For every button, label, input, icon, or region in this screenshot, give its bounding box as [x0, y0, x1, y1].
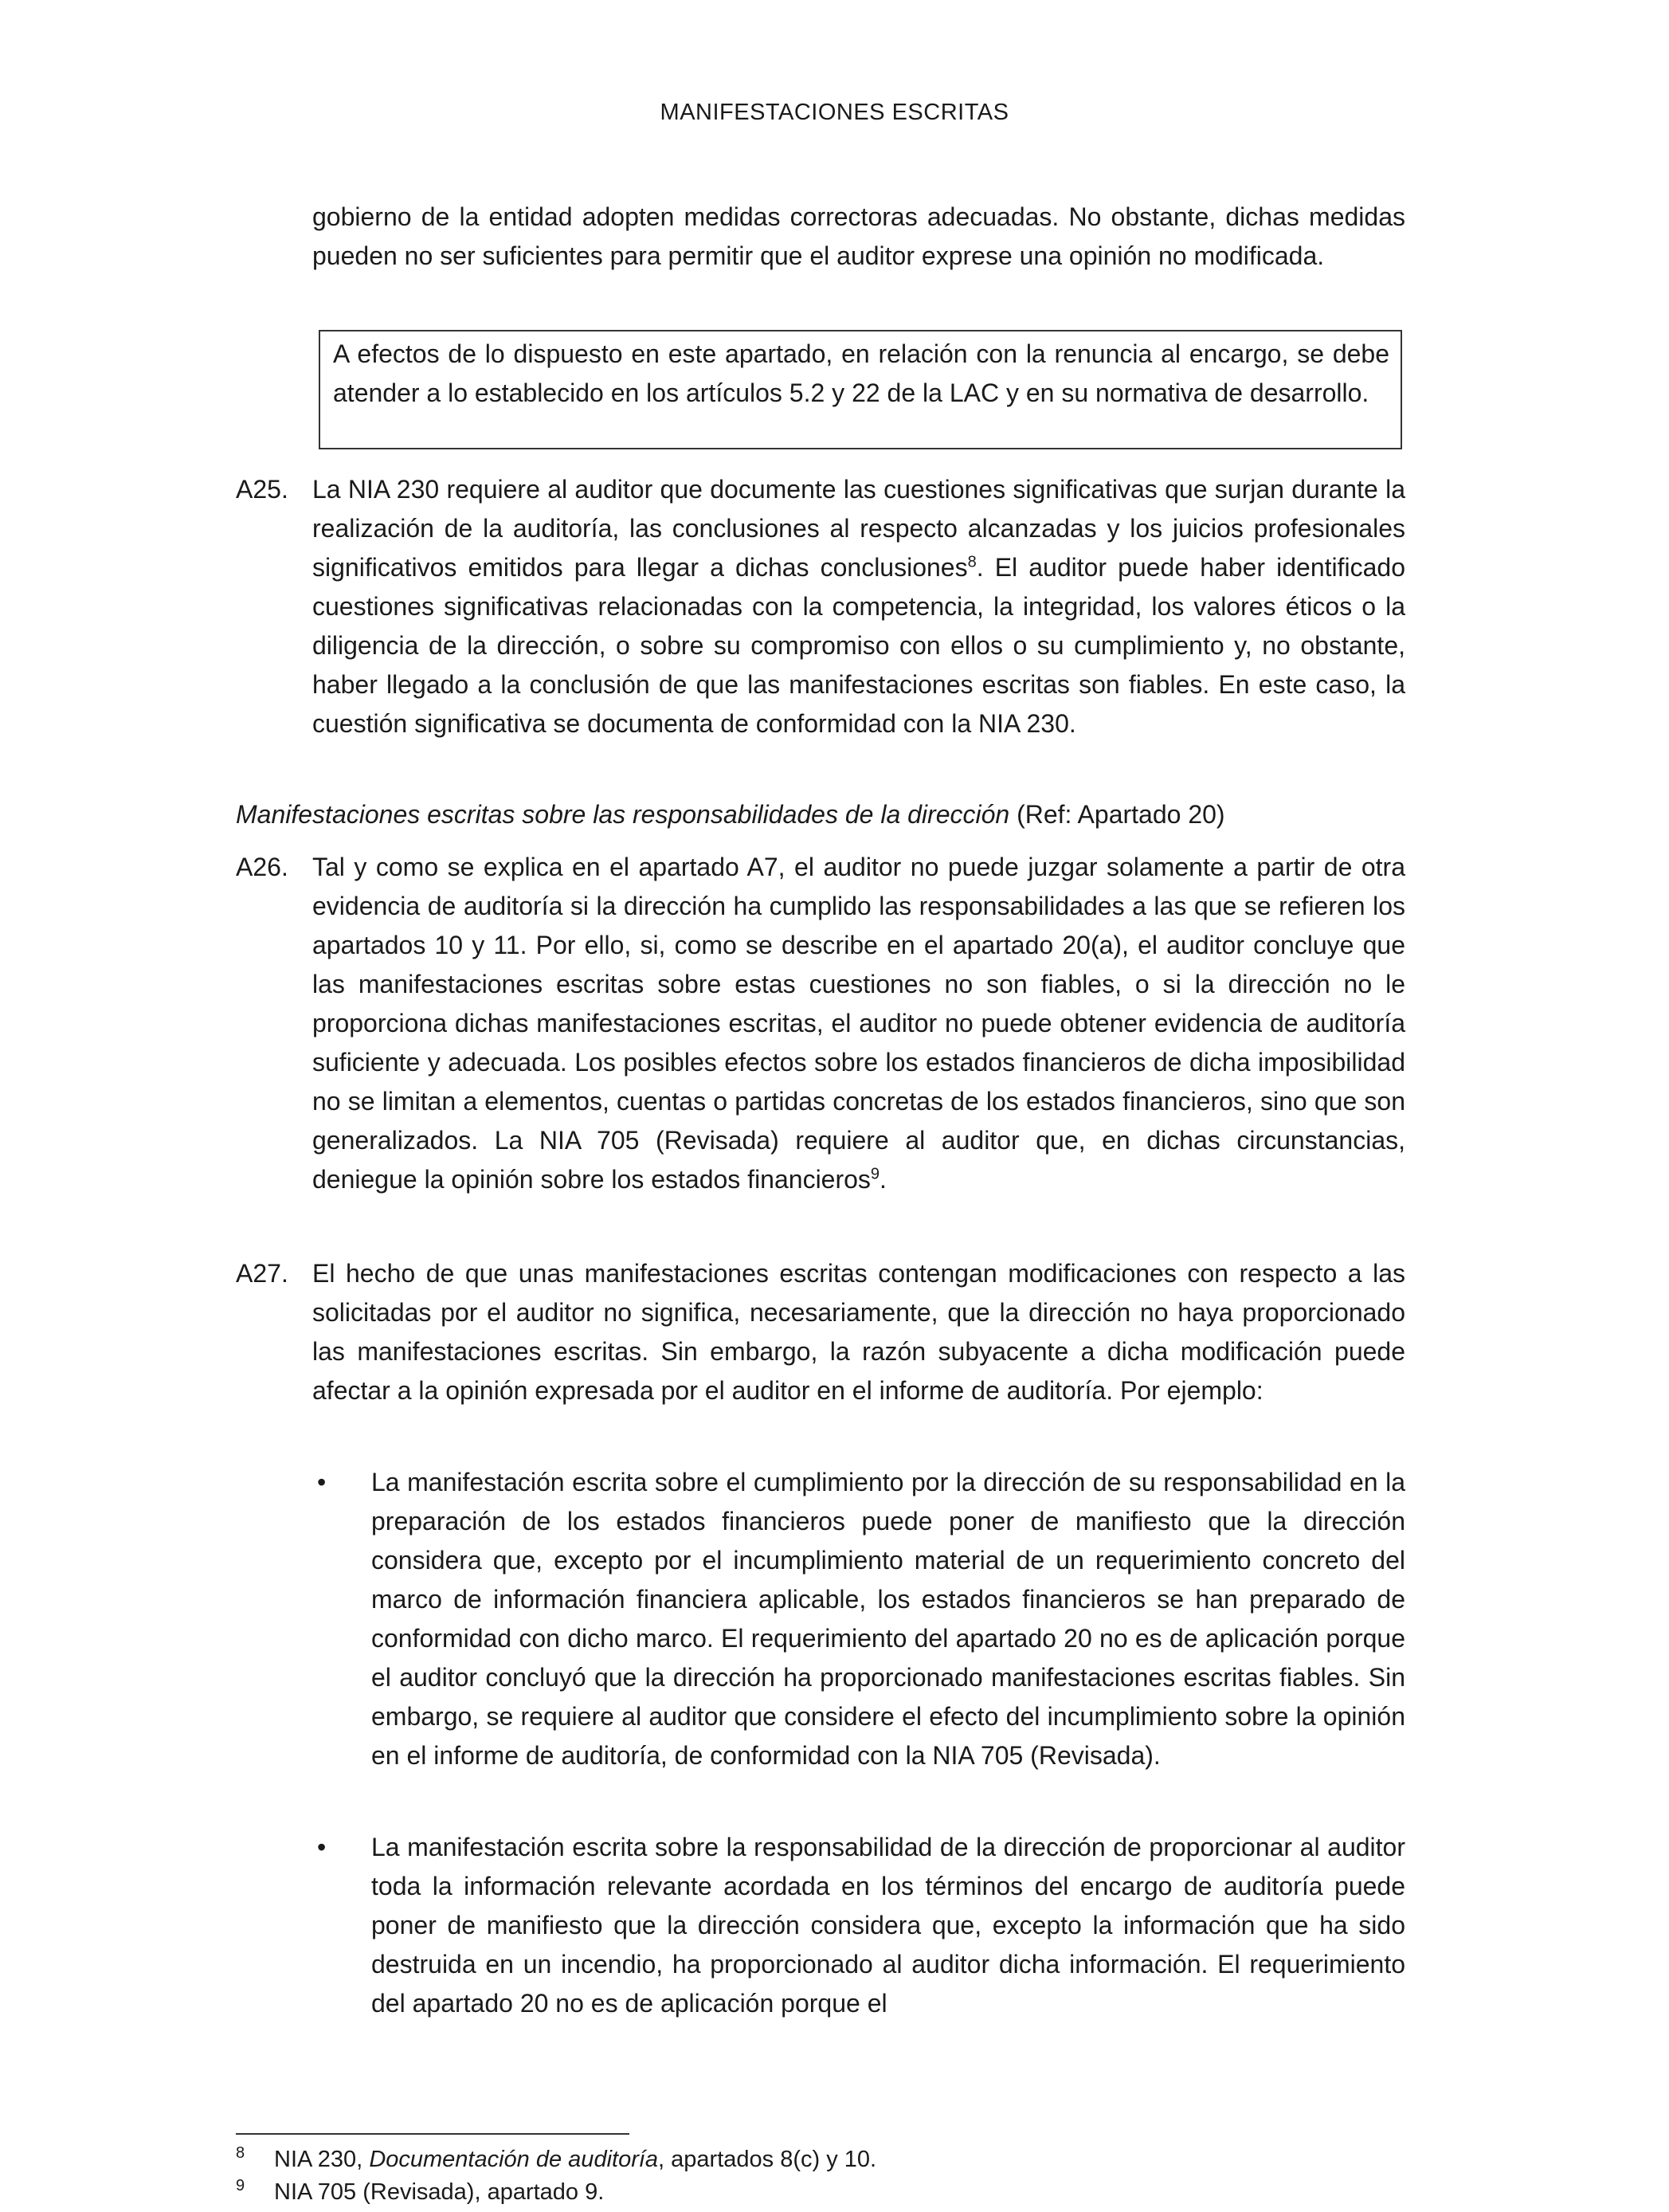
paragraph-a26: [312, 848, 1405, 1199]
footnote-ref-9[interactable]: 9: [870, 1165, 880, 1183]
footnote-title: Documentación de auditoría: [369, 2147, 659, 2172]
paragraph-a27: El hecho de que unas manifestaciones escritas contengan modificaciones con respecto a las solicitadas por el auditor no significa, necesariamente, que la dirección no haya proporcionado las manifestaciones escritas. Sin embargo, la razón subyacente a dicha modificación puede afectar a la opinión expresada por el auditor en el informe de auditoría. Por ejemplo:: [312, 1259, 1405, 1405]
page-header: MANIFESTACIONES ESCRITAS: [660, 100, 1009, 125]
bullet-item-1: La manifestación escrita sobre el cumplimiento por la dirección de su responsabilidad en la preparación de los estados financieros puede poner de manifiesto que la dirección considera que, excepto por el incumplimiento material de un requerimiento concreto del marco de información financiera aplicable, los estados financieros se han preparado de conformidad con dicho marco. El requerimiento del apartado 20 no es de aplicación porque el auditor concluyó que la dirección ha proporcionado manifestaciones escritas fiables. Sin embargo, se requiere al auditor que considere el efecto del incumplimiento sobre la opinión en el informe de auditoría, de conformidad con la NIA 705 (Revisada).: [371, 1468, 1405, 1770]
paragraph-a25-text-2: . El auditor puede haber identificado cuestiones significativas relacionadas con la competencia, la integridad, los valores éticos o la diligencia de la dirección, o sobre su compromiso con ellos o su cumplimiento y, no obstante, haber llegado a la conclusión de que las manifestaciones escritas son fiables. En este caso, la cuestión significativa se documenta de conformidad con la NIA 230.: [312, 553, 1406, 738]
subheading-italic: Manifestaciones escritas sobre las responsabilidades de la dirección: [236, 800, 1010, 829]
paragraph-number-a26: A26.: [236, 853, 288, 881]
footnote-ref-8[interactable]: 8: [967, 553, 977, 571]
paragraph-a25: [312, 470, 1405, 743]
footnote-text: , apartados 8(c) y 10.: [658, 2147, 877, 2172]
paragraph-a26-text-2: .: [880, 1165, 887, 1194]
footnote-9: 9 NIA 705 (Revisada), apartado 9.: [236, 2177, 605, 2205]
paragraph-a25-text-1: La NIA 230 requiere al auditor que documente las cuestiones significativas que surjan durante la realización de la auditoría, las conclusiones al respecto alcanzadas y los juicios profesionales significativos emitidos para llegar a dichas conclusiones: [312, 475, 1405, 582]
paragraph-number-a25: A25.: [236, 475, 288, 504]
bullet-item-2: La manifestación escrita sobre la responsabilidad de la dirección de proporcionar al auditor toda la información relevante acordada en los términos del encargo de auditoría puede poner de manifiesto que la dirección considera que, excepto la información que ha sido destruida en un incendio, ha proporcionado al auditor dicha información. El requerimiento del apartado 20 no es de aplicación porque el: [371, 1833, 1405, 2018]
footnote-divider: [236, 2133, 629, 2135]
paragraph-a26-text-1: Tal y como se explica en el apartado A7, el auditor no puede juzgar solamente a partir de otra evidencia de auditoría si la dirección ha cumplido las responsabilidades a las que se refieren los apartados 10 y 11. Por ello, si, como se describe en el apartado 20(a), el auditor concluye que las manifestaciones escritas sobre estas cuestiones no son fiables, o si la dirección no le proporciona dichas manifestaciones escritas, el auditor no puede obtener evidencia de auditoría suficiente y adecuada. Los posibles efectos sobre los estados financieros de dicha imposibilidad no se limitan a elementos, cuentas o partidas concretas de los estados financieros, sino que son generalizados. La NIA 705 (Revisada) requiere al auditor que, en dichas circunstancias, deniegue la opinión sobre los estados financieros: [312, 853, 1405, 1194]
paragraph-number-a27: A27.: [236, 1259, 288, 1288]
subheading-ref: (Ref: Apartado 20): [1009, 800, 1225, 829]
footnote-text: NIA 230,: [274, 2147, 370, 2172]
footnote-text: NIA 705 (Revisada), apartado 9.: [274, 2179, 605, 2205]
note-box: A efectos de lo dispuesto en este apartado, en relación con la renuncia al encargo, se debe atender a lo establecido en los artículos 5.2 y 22 de la LAC y en su normativa de desarrollo.: [319, 330, 1402, 449]
footnote-8: 8 NIA 230, Documentación de auditoría, apartados 8(c) y 10.: [236, 2144, 877, 2172]
bullet-icon: •: [317, 1468, 327, 1496]
intro-paragraph: gobierno de la entidad adopten medidas correctoras adecuadas. No obstante, dichas medidas pueden no ser suficientes para permitir que el auditor exprese una opinión no modificada.: [312, 202, 1405, 270]
section-subheading: [236, 795, 1225, 834]
bullet-icon: •: [317, 1833, 327, 1861]
